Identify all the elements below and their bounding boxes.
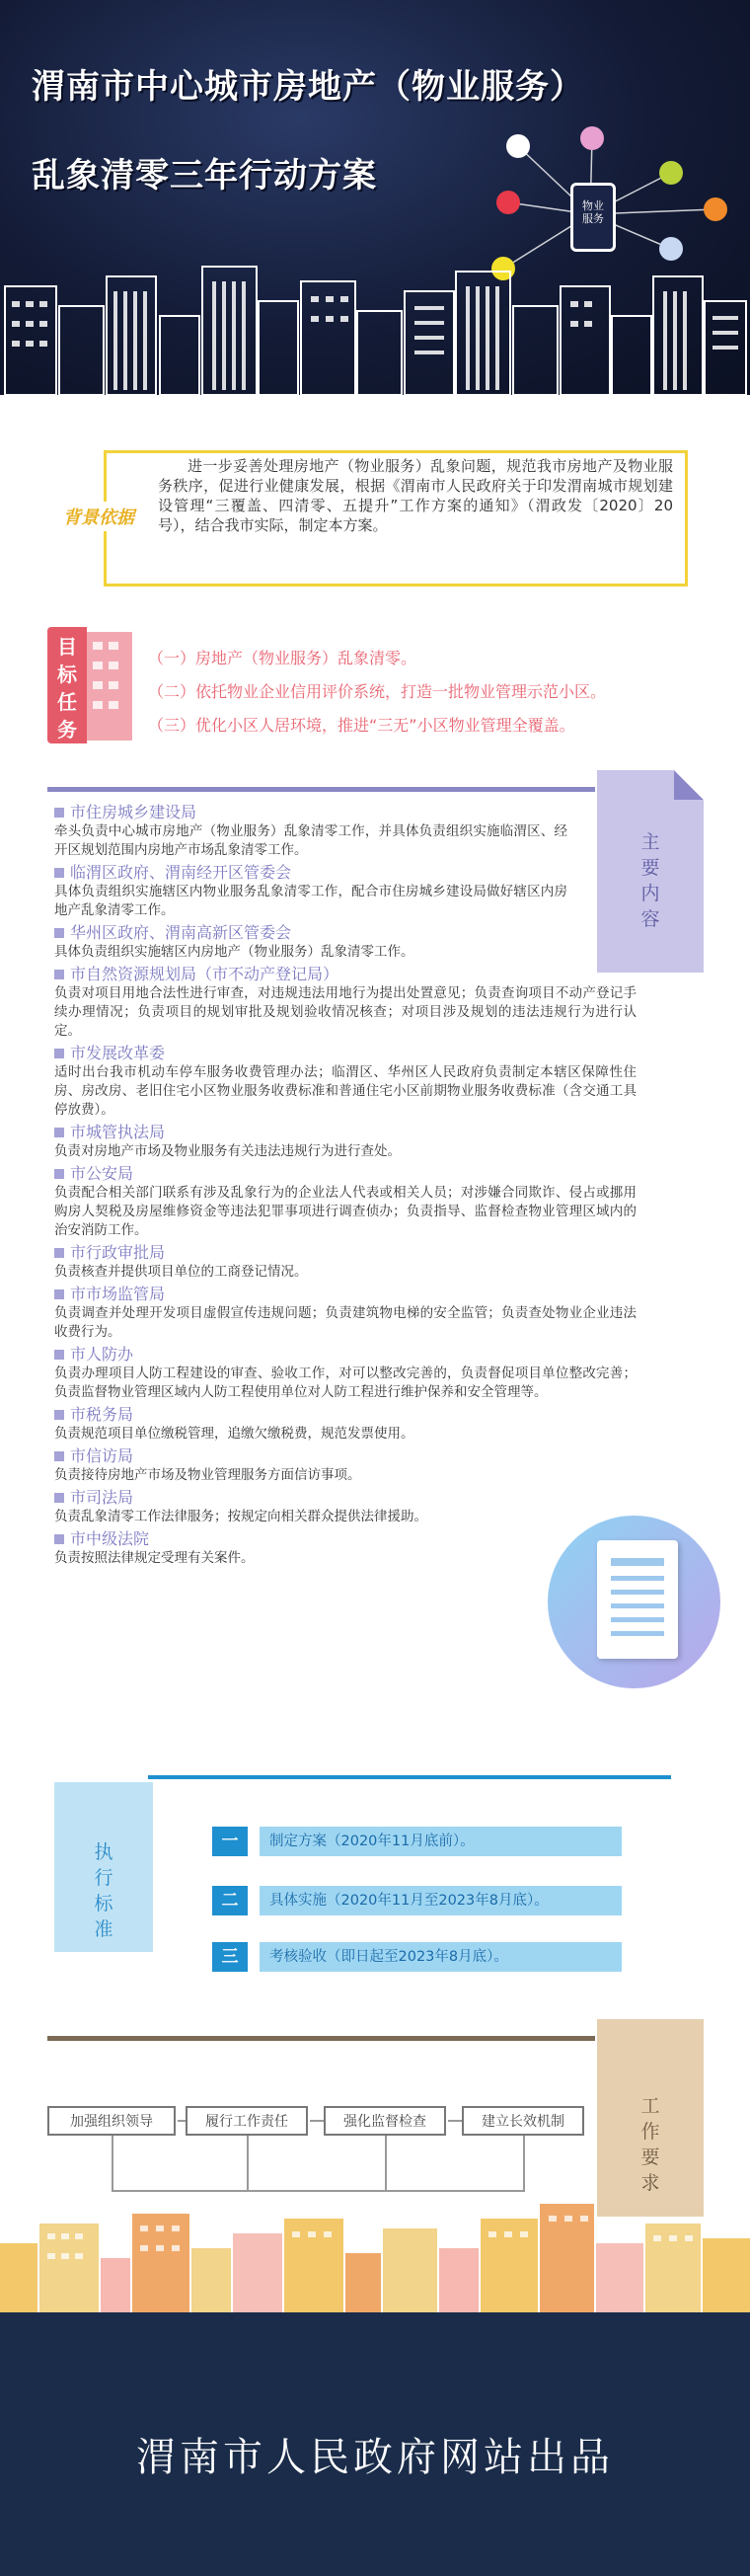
- requirements-ribbon: [597, 2019, 704, 2217]
- duty-dept: 市住房城乡建设局: [54, 803, 637, 822]
- goal-item: （三）优化小区人居环境，推进“三无”小区物业管理全覆盖。: [148, 716, 575, 735]
- goal-item: （一）房地产（物业服务）乱象清零。: [148, 649, 417, 667]
- duty-desc: 负责接待房地产市场及物业管理服务方面信访事项。: [54, 1467, 361, 1483]
- duty-dept: 市人防办: [54, 1345, 637, 1365]
- phone-hub-icon: [570, 183, 616, 252]
- goals-building-icon: [87, 632, 132, 741]
- goals-list: [148, 642, 606, 742]
- execution-step: [212, 1827, 622, 1856]
- requirement-item: 强化监督检查: [324, 2106, 446, 2136]
- connector-line: [523, 2136, 525, 2190]
- ribbon-fold-shade: [674, 770, 704, 800]
- duties-rule: [47, 787, 595, 792]
- duty-desc: 适时出台我市机动车停车服务收费管理办法；临渭区、华州区人民政府负责制定本辖区保障性住房、房改房、老旧住宅小区物业服务收费标准和普通住宅小区前期物业服务收费标准（含交通工具停放费）。: [54, 1064, 637, 1118]
- city-skyline: [0, 247, 750, 395]
- node-dot-pink: [580, 126, 604, 150]
- connector-line: [247, 2136, 249, 2190]
- requirement-item: 建立长效机制: [462, 2106, 584, 2136]
- node-dot-white: [506, 134, 530, 158]
- node-dot-green: [659, 161, 683, 185]
- duty-desc: 负责规范项目单位缴税管理，追缴欠缴税费，规范发票使用。: [54, 1426, 414, 1442]
- duty-desc: 负责调查并处理开发项目虚假宣传违规问题；负责建筑物电梯的安全监管；负责查处物业企业违法收费行为。: [54, 1305, 637, 1340]
- execution-ribbon: [54, 1782, 153, 1952]
- duties-ribbon-label: 主 要 内 容: [640, 831, 660, 930]
- hub-label: 物业 服务: [582, 199, 604, 225]
- execution-step: [212, 1942, 622, 1972]
- footer: [0, 2312, 750, 2576]
- requirements-rule: [47, 2036, 595, 2041]
- step-text: 具体实施（2020年11月至2023年8月底）。: [260, 1886, 622, 1915]
- step-number: 三: [212, 1942, 248, 1972]
- footer-text: 渭南市人民政府网站出品: [136, 2435, 614, 2480]
- duty-desc: 负责乱象清零工作法律服务；按规定向相关群众提供法律援助。: [54, 1509, 427, 1524]
- duty-desc: 负责办理项目人防工程建设的审查、验收工作，对可以整改完善的，负责督促项目单位整改完善；负责监督物业管理区域内人防工程使用单位对人防工程进行维护保养和安全管理等。: [54, 1366, 637, 1400]
- connector-line: [310, 2120, 324, 2122]
- execution-step: [212, 1886, 622, 1915]
- connector-line: [112, 2190, 525, 2192]
- duty-desc: 负责按照法律规定受理有关案件。: [54, 1550, 255, 1566]
- execution-ribbon-label: 执 行 标 准: [94, 1841, 113, 1940]
- goals-badge: [47, 627, 87, 743]
- warm-city-skyline: [0, 2204, 750, 2312]
- duty-desc: 负责核查并提供项目单位的工商登记情况。: [54, 1264, 308, 1280]
- title-line-2: 乱象清零三年行动方案: [32, 156, 377, 195]
- connector-line: [385, 2136, 387, 2190]
- duty-desc: 负责对房地产市场及物业服务有关违法违规行为进行查处。: [54, 1143, 401, 1159]
- duty-dept: 市公安局: [54, 1164, 637, 1184]
- duties-list: [54, 800, 637, 1568]
- execution-rule: [148, 1775, 671, 1779]
- node-dot-red: [496, 191, 520, 214]
- requirement-item: 加强组织领导: [47, 2106, 176, 2136]
- duty-dept: 临渭区政府、渭南经开区管委会: [54, 863, 637, 883]
- connector-line: [448, 2120, 462, 2122]
- step-number: 一: [212, 1827, 248, 1856]
- duty-dept: 市中级法院: [54, 1529, 637, 1549]
- step-text: 考核验收（即日起至2023年8月底）。: [260, 1942, 622, 1972]
- duty-dept: 市自然资源规划局（市不动产登记局）: [54, 965, 637, 984]
- duty-desc: 具体负责组织实施辖区内物业服务乱象清零工作，配合市住房城乡建设局做好辖区内房地产乱象清零工作。: [54, 884, 567, 918]
- duty-dept: 华州区政府、渭南高新区管委会: [54, 923, 637, 943]
- step-number: 二: [212, 1886, 248, 1915]
- goals-badge-char: 标: [57, 663, 77, 686]
- goals-badge-char: 目: [57, 635, 77, 659]
- duty-desc: 具体负责组织实施辖区内房地产（物业服务）乱象清零工作。: [54, 944, 414, 960]
- step-text: 制定方案（2020年11月底前）。: [260, 1827, 622, 1856]
- connector-line: [112, 2136, 113, 2190]
- document-icon: [597, 1540, 678, 1659]
- goals-badge-char: 任: [57, 690, 77, 714]
- requirement-item: 履行工作责任: [186, 2106, 308, 2136]
- background-text: 进一步妥善处理房地产（物业服务）乱象问题，规范我市房地产及物业服务秩序，促进行业健康发展，根据《渭南市人民政府关于印发渭南城市规划建设管理“三覆盖、四清零、五提升”工作方案的通知》（渭政发〔2020〕20号），结合我市实际，制定本方案。: [158, 457, 673, 534]
- requirements-ribbon-label: 工 作 要 求: [640, 2095, 660, 2194]
- header-banner: [0, 0, 750, 395]
- title-line-1: 渭南市中心城市房地产（物业服务）: [32, 67, 584, 107]
- goal-item: （二）依托物业企业信用评价系统，打造一批物业管理示范小区。: [148, 682, 607, 701]
- duty-dept: 市信访局: [54, 1446, 637, 1466]
- duty-dept: 市城管执法局: [54, 1123, 637, 1142]
- duty-desc: 负责配合相关部门联系有涉及乱象行为的企业法人代表或相关人员；对涉嫌合同欺诈、侵占或挪用购房人契税及房屋维修资金等违法犯罪事项进行调查侦办；负责指导、监督检查物业管理区域内的治安消防工作。: [54, 1185, 637, 1238]
- duty-desc: 牵头负责中心城市房地产（物业服务）乱象清零工作，并具体负责组织实施临渭区、经开区规划范围内房地产市场乱象清零工作。: [54, 823, 567, 858]
- duty-dept: 市行政审批局: [54, 1243, 637, 1263]
- goals-badge-char: 务: [57, 718, 77, 742]
- duty-dept: 市发展改革委: [54, 1044, 637, 1063]
- duty-dept: 市税务局: [54, 1405, 637, 1425]
- duty-desc: 负责对项目用地合法性进行审查，对违规违法用地行为提出处置意见；负责查询项目不动产登记手续办理情况；负责项目的规划审批及规划验收情况核查；对项目涉及规划的违法违规行为进行认定。: [54, 985, 637, 1039]
- node-dot-orange: [704, 197, 727, 221]
- duty-dept: 市市场监管局: [54, 1285, 637, 1304]
- connector-line: [178, 2120, 186, 2122]
- duty-dept: 市司法局: [54, 1488, 637, 1508]
- background-label: 背景依据: [54, 502, 143, 531]
